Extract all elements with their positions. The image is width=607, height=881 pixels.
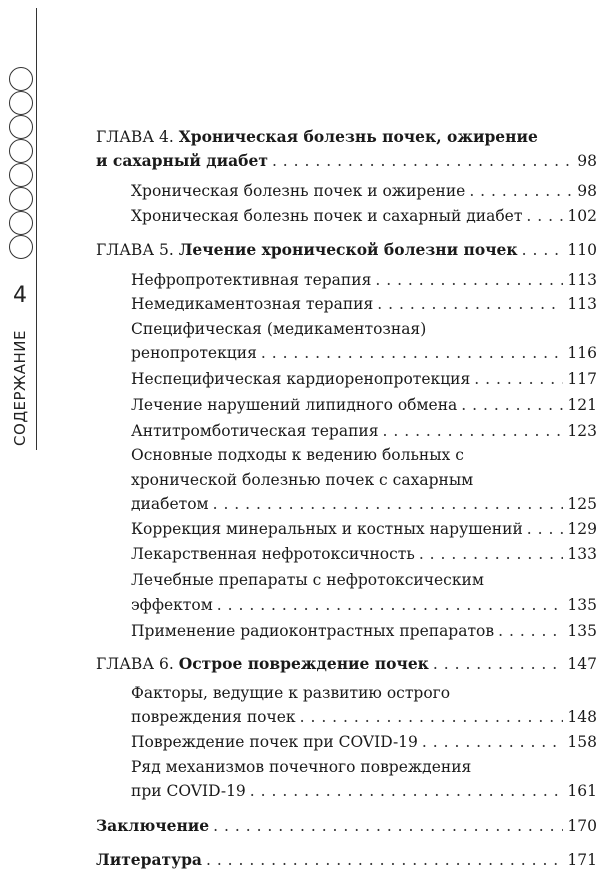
toc-item-row — [131, 341, 597, 365]
toc-item-page: 133 — [567, 545, 597, 563]
toc-item-page: 135 — [567, 596, 597, 614]
toc-item-text: Хроническая болезнь почек и сахарный диабет — [131, 207, 523, 225]
toc-item[interactable] — [131, 204, 597, 228]
toc-item[interactable] — [131, 619, 597, 643]
toc-item[interactable] — [131, 367, 597, 391]
toc-item[interactable] — [131, 419, 597, 443]
toc-item-text: Повреждение почек при COVID-19 — [131, 733, 418, 751]
chapter-6-title: Острое повреждение почек — [178, 654, 429, 673]
chapter-6-label: ГЛАВА 6. — [96, 655, 174, 673]
toc-item-text: ренопротекция — [131, 344, 257, 362]
section-title-text: СОДЕРЖАНИЕ — [11, 330, 29, 446]
chapter-4-page: 98 — [577, 152, 597, 170]
toc-item[interactable] — [131, 268, 597, 292]
toc-item-text: Лекарственная нефротоксичность — [131, 545, 415, 563]
toc-chapter-6[interactable] — [96, 652, 597, 676]
chapter-4-line1 — [96, 125, 538, 149]
leader-dots — [522, 238, 564, 262]
toc-item[interactable] — [131, 517, 597, 541]
leader-dots — [419, 542, 564, 566]
decor-circle — [9, 163, 33, 187]
chapter-4-title-line2: и сахарный диабет — [96, 151, 268, 170]
toc-item-text: при COVID-19 — [131, 782, 246, 800]
toc-item-page: 116 — [567, 344, 597, 362]
leader-dots — [433, 652, 564, 676]
toc-item-page: 102 — [567, 207, 597, 225]
conclusion-title: Заключение — [96, 816, 210, 835]
toc-item-row — [131, 593, 597, 617]
toc-item-text: Лечение нарушений липидного обмена — [131, 396, 458, 414]
page-number: 4 — [13, 283, 27, 308]
toc-chapter-5[interactable] — [96, 238, 597, 262]
leader-dots — [250, 779, 564, 803]
leader-dots — [217, 593, 564, 617]
toc-item-page: 161 — [567, 782, 597, 800]
toc-item-page: 158 — [567, 733, 597, 751]
toc-item-text: Нефропротективная терапия — [131, 271, 372, 289]
toc-item[interactable] — [131, 730, 597, 754]
toc-item-page: 135 — [567, 622, 597, 640]
toc-conclusion[interactable] — [96, 814, 597, 838]
leader-dots — [300, 705, 564, 729]
toc-item-text-line1: Ряд механизмов почечного повреждения — [131, 758, 472, 776]
toc-item-text-line1: Специфическая (медикаментозная) — [131, 320, 427, 338]
toc-references[interactable] — [96, 848, 597, 872]
decor-circle — [9, 211, 33, 235]
toc-item[interactable] — [131, 542, 597, 566]
toc-item-row — [131, 705, 597, 729]
chapter-4-label: ГЛАВА 4. — [96, 128, 174, 146]
decor-circle — [9, 187, 33, 211]
leader-dots — [213, 814, 563, 838]
toc-item-text-line1: Основные подходы к ведению больных с — [131, 446, 464, 464]
toc-item-text-line1: Факторы, ведущие к развитию острого — [131, 684, 451, 702]
margin-rule — [36, 8, 37, 450]
toc-item-page: 98 — [577, 182, 597, 200]
toc-item-text: Немедикаментозная терапия — [131, 295, 374, 313]
leader-dots — [527, 517, 564, 541]
decor-circle — [9, 91, 33, 115]
leader-dots — [383, 419, 564, 443]
toc-item-text-line2: хронической болезнью почек с сахарным — [131, 471, 474, 489]
toc-item-text: диабетом — [131, 495, 209, 513]
chapter-6-page: 147 — [567, 655, 597, 673]
leader-dots — [422, 730, 564, 754]
leader-dots — [213, 492, 564, 516]
leader-dots — [206, 848, 563, 872]
chapter-4-title-line1: Хроническая болезнь почек, ожирение — [178, 127, 538, 146]
decor-circle — [9, 235, 33, 259]
toc-item-page: 113 — [567, 295, 597, 313]
leader-dots — [377, 292, 563, 316]
leader-dots — [461, 393, 563, 417]
leader-dots — [261, 341, 564, 365]
toc-item-text-line1: Лечебные препараты с нефротоксическим — [131, 571, 484, 589]
toc-item-page: 129 — [567, 520, 597, 538]
leader-dots — [526, 204, 563, 228]
decor-circle — [9, 139, 33, 163]
toc-item-page: 117 — [567, 370, 597, 388]
toc-item-text: Антитромботическая терапия — [131, 422, 379, 440]
toc-item[interactable] — [131, 179, 597, 203]
chapter-4-row — [96, 149, 597, 173]
leader-dots — [469, 179, 573, 203]
toc-item-row — [131, 492, 597, 516]
leader-dots — [474, 367, 563, 391]
references-title: Литература — [96, 850, 202, 869]
toc-item-text: Неспецифическая кардиоренопротекция — [131, 370, 471, 388]
toc-item-page: 125 — [567, 495, 597, 513]
toc-item[interactable] — [131, 292, 597, 316]
chapter-5-label: ГЛАВА 5. — [96, 241, 174, 259]
leader-dots — [272, 149, 573, 173]
toc-item-page: 113 — [567, 271, 597, 289]
leader-dots — [375, 268, 563, 292]
toc-item-page: 121 — [567, 396, 597, 414]
toc-item-text: Коррекция минеральных и костных нарушений — [131, 520, 523, 538]
toc-item-text: эффектом — [131, 596, 213, 614]
decor-circle — [9, 115, 33, 139]
leader-dots — [498, 619, 563, 643]
toc-item-text: Применение радиоконтрастных препаратов — [131, 622, 495, 640]
references-page: 171 — [567, 851, 597, 869]
conclusion-page: 170 — [567, 817, 597, 835]
chapter-5-page: 110 — [567, 241, 597, 259]
chapter-5-title: Лечение хронической болезни почек — [178, 240, 518, 259]
toc-item-text: повреждения почек — [131, 708, 296, 726]
toc-item[interactable] — [131, 393, 597, 417]
toc-item-page: 123 — [567, 422, 597, 440]
toc-item-row — [131, 779, 597, 803]
toc-item-page: 148 — [567, 708, 597, 726]
toc-item-text: Хроническая болезнь почек и ожирение — [131, 182, 466, 200]
decor-circle — [9, 67, 33, 91]
